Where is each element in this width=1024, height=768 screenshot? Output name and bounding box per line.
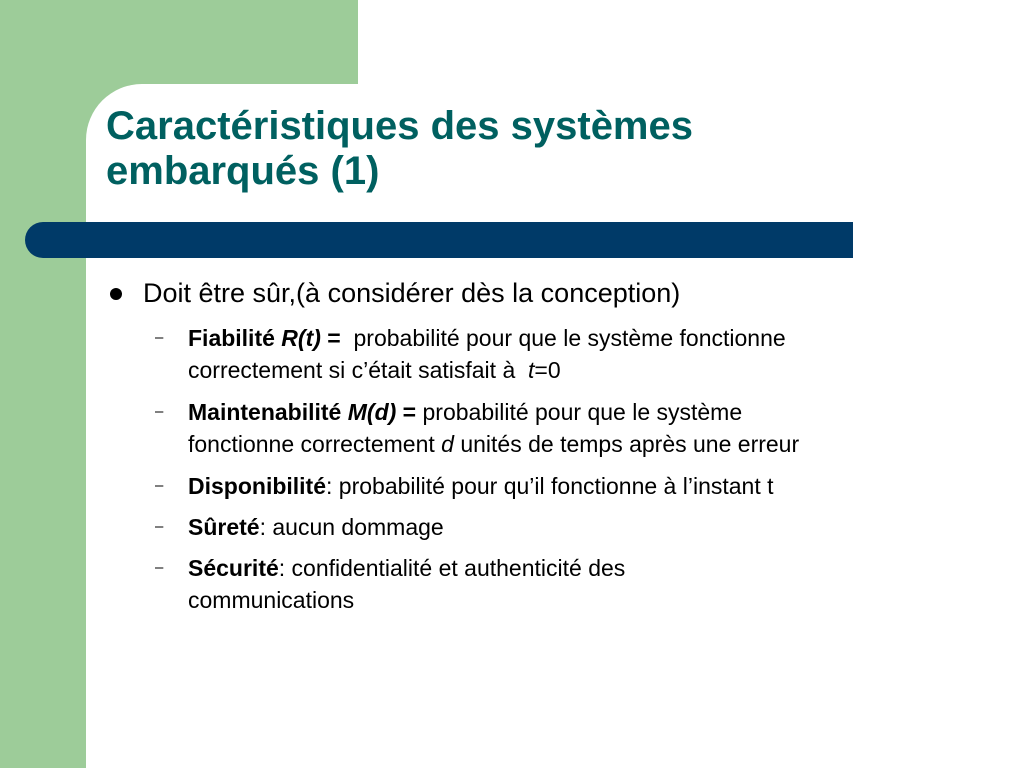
- subitem-text: [188, 511, 958, 543]
- symbol: M(d): [347, 399, 397, 425]
- variable: t: [528, 357, 535, 383]
- term: Sécurité: [188, 555, 279, 581]
- definition-end: unités de temps après une erreur: [460, 431, 800, 457]
- equals: =: [396, 399, 417, 425]
- title-line-2: embarqués (1): [106, 149, 380, 193]
- definition: : aucun dommage: [259, 514, 444, 540]
- dash-icon: –: [155, 329, 164, 346]
- definition: probabilité pour que le système fonctionne: [353, 325, 786, 351]
- term: Maintenabilité: [188, 399, 342, 425]
- title-line-1: Caractéristiques des systèmes: [106, 104, 693, 148]
- subitem-line: communications: [188, 587, 355, 613]
- subitem-text: [188, 470, 958, 502]
- subitem-line: [188, 354, 958, 386]
- bullet-dot-icon: [110, 288, 122, 300]
- term: Sûreté: [188, 514, 260, 540]
- subitem-line: [188, 428, 958, 460]
- dash-icon: –: [155, 559, 164, 576]
- subitem-line: [188, 470, 958, 502]
- definition: : probabilité pour qu’il fonctionne à l’instant t: [326, 473, 774, 499]
- definition: probabilité pour que le système: [422, 399, 743, 425]
- subitem-text: [188, 552, 958, 616]
- subitem-line: [188, 511, 958, 543]
- slide-title: [106, 104, 906, 194]
- term: Fiabilité: [188, 325, 275, 351]
- symbol: R(t): [281, 325, 321, 351]
- definition-cont: correctement si c’était satisfait à: [188, 357, 516, 383]
- title-divider-bar: [25, 222, 853, 258]
- term: Disponibilité: [188, 473, 326, 499]
- main-bullet: Doit être sûr,(à considérer dès la conception): [143, 278, 681, 308]
- subitem-line: [188, 396, 958, 428]
- subitem-text: [188, 322, 958, 386]
- subitem-line: [188, 322, 958, 354]
- dash-icon: –: [155, 477, 164, 494]
- dash-icon: –: [155, 403, 164, 420]
- subitem-line: [188, 552, 958, 584]
- equals: =: [320, 325, 341, 351]
- variable: d: [441, 431, 454, 457]
- definition-cont: fonctionne correctement: [188, 431, 435, 457]
- definition-end: =0: [534, 357, 561, 383]
- subitem-text: [188, 396, 958, 460]
- dash-icon: –: [155, 518, 164, 535]
- definition: : confidentialité et authenticité des: [278, 555, 626, 581]
